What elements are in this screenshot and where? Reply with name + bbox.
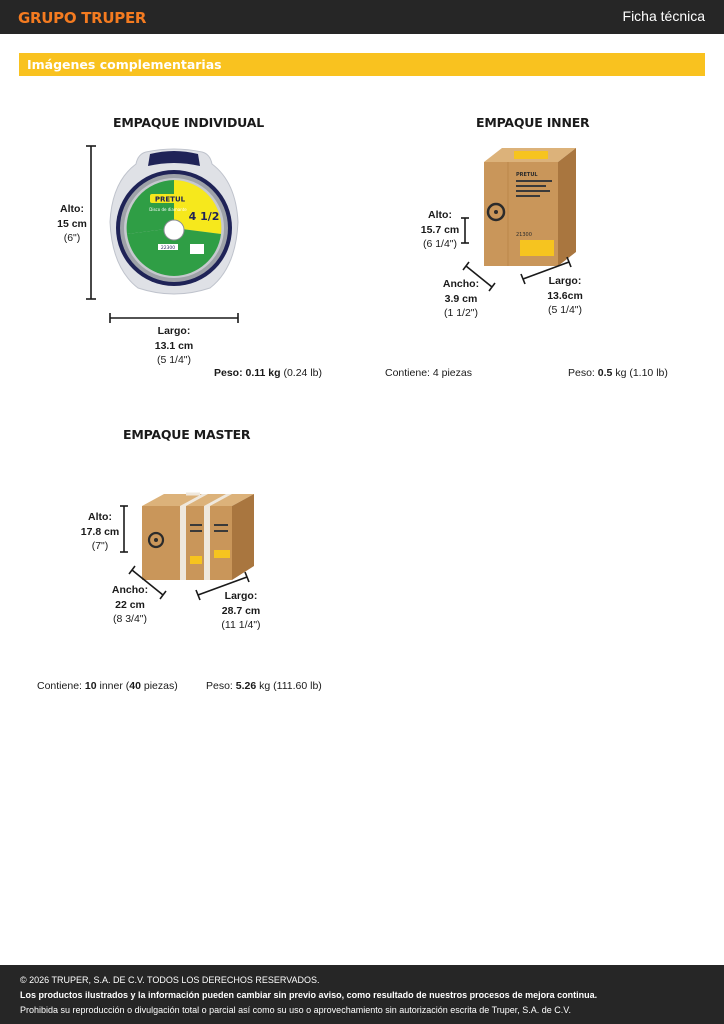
blister-brand: PRETUL	[154, 195, 186, 204]
inner-contiene: Contiene: 4 piezas	[385, 367, 472, 379]
individual-alto-label: Alto: 15 cm (6")	[57, 203, 87, 244]
individual-peso: Peso: 0.11 kg (0.24 lb)	[214, 367, 322, 379]
master-box-image	[140, 490, 256, 582]
footer-disclaimer: Los productos ilustrados y la información pueden cambiar sin previo aviso, como resultado de nuestros procesos de mejora continua.	[20, 990, 598, 1000]
diamond-disc-blister-image	[106, 148, 242, 298]
inner-box-code: 21300	[516, 232, 532, 238]
inner-alto-label: Alto: 15.7 cm (6 1/4")	[420, 209, 460, 250]
section-bar	[19, 53, 705, 76]
inner-title: EMPAQUE INNER	[476, 115, 590, 130]
blister-code: 22300	[160, 246, 176, 251]
inner-box-brand: PRETUL	[516, 172, 538, 178]
master-contiene: Contiene: 10 inner (40 piezas)	[37, 680, 178, 692]
master-largo-label: Largo: 28.7 cm (11 1/4")	[221, 590, 261, 631]
inner-peso: Peso: 0.5 kg (1.10 lb)	[568, 367, 668, 379]
footer-prohibition: Prohibida su reproducción o divulgación total o parcial así como su uso o aprovechamiento sin autorización escrita de Truper, S.A. de C.V.	[20, 1005, 571, 1015]
inner-ancho-label: Ancho: 3.9 cm (1 1/2")	[442, 278, 480, 319]
footer-copyright: © 2026 TRUPER, S.A. DE C.V. TODOS LOS DERECHOS RESERVADOS.	[20, 975, 320, 985]
master-alto-label: Alto: 17.8 cm (7")	[80, 511, 120, 552]
blister-size: 4 1/2	[188, 210, 220, 223]
master-title: EMPAQUE MASTER	[123, 427, 251, 442]
header-bar	[0, 0, 724, 34]
inner-box-image	[480, 144, 580, 268]
footer-bar	[0, 965, 724, 1024]
blister-desc: Disco de diamante	[149, 207, 187, 212]
document-type: Ficha técnica	[622, 8, 705, 24]
inner-largo-label: Largo: 13.6cm (5 1/4")	[547, 275, 583, 316]
master-dimension-lines	[0, 0, 1, 1]
individual-title: EMPAQUE INDIVIDUAL	[113, 115, 264, 130]
master-peso: Peso: 5.26 kg (111.60 lb)	[206, 680, 322, 692]
individual-largo-label: Largo: 13.1 cm (5 1/4")	[154, 325, 194, 366]
master-ancho-label: Ancho: 22 cm (8 3/4")	[111, 584, 149, 625]
truper-logo: GRUPO TRUPER	[18, 9, 147, 27]
section-title: Imágenes complementarias	[27, 57, 222, 72]
